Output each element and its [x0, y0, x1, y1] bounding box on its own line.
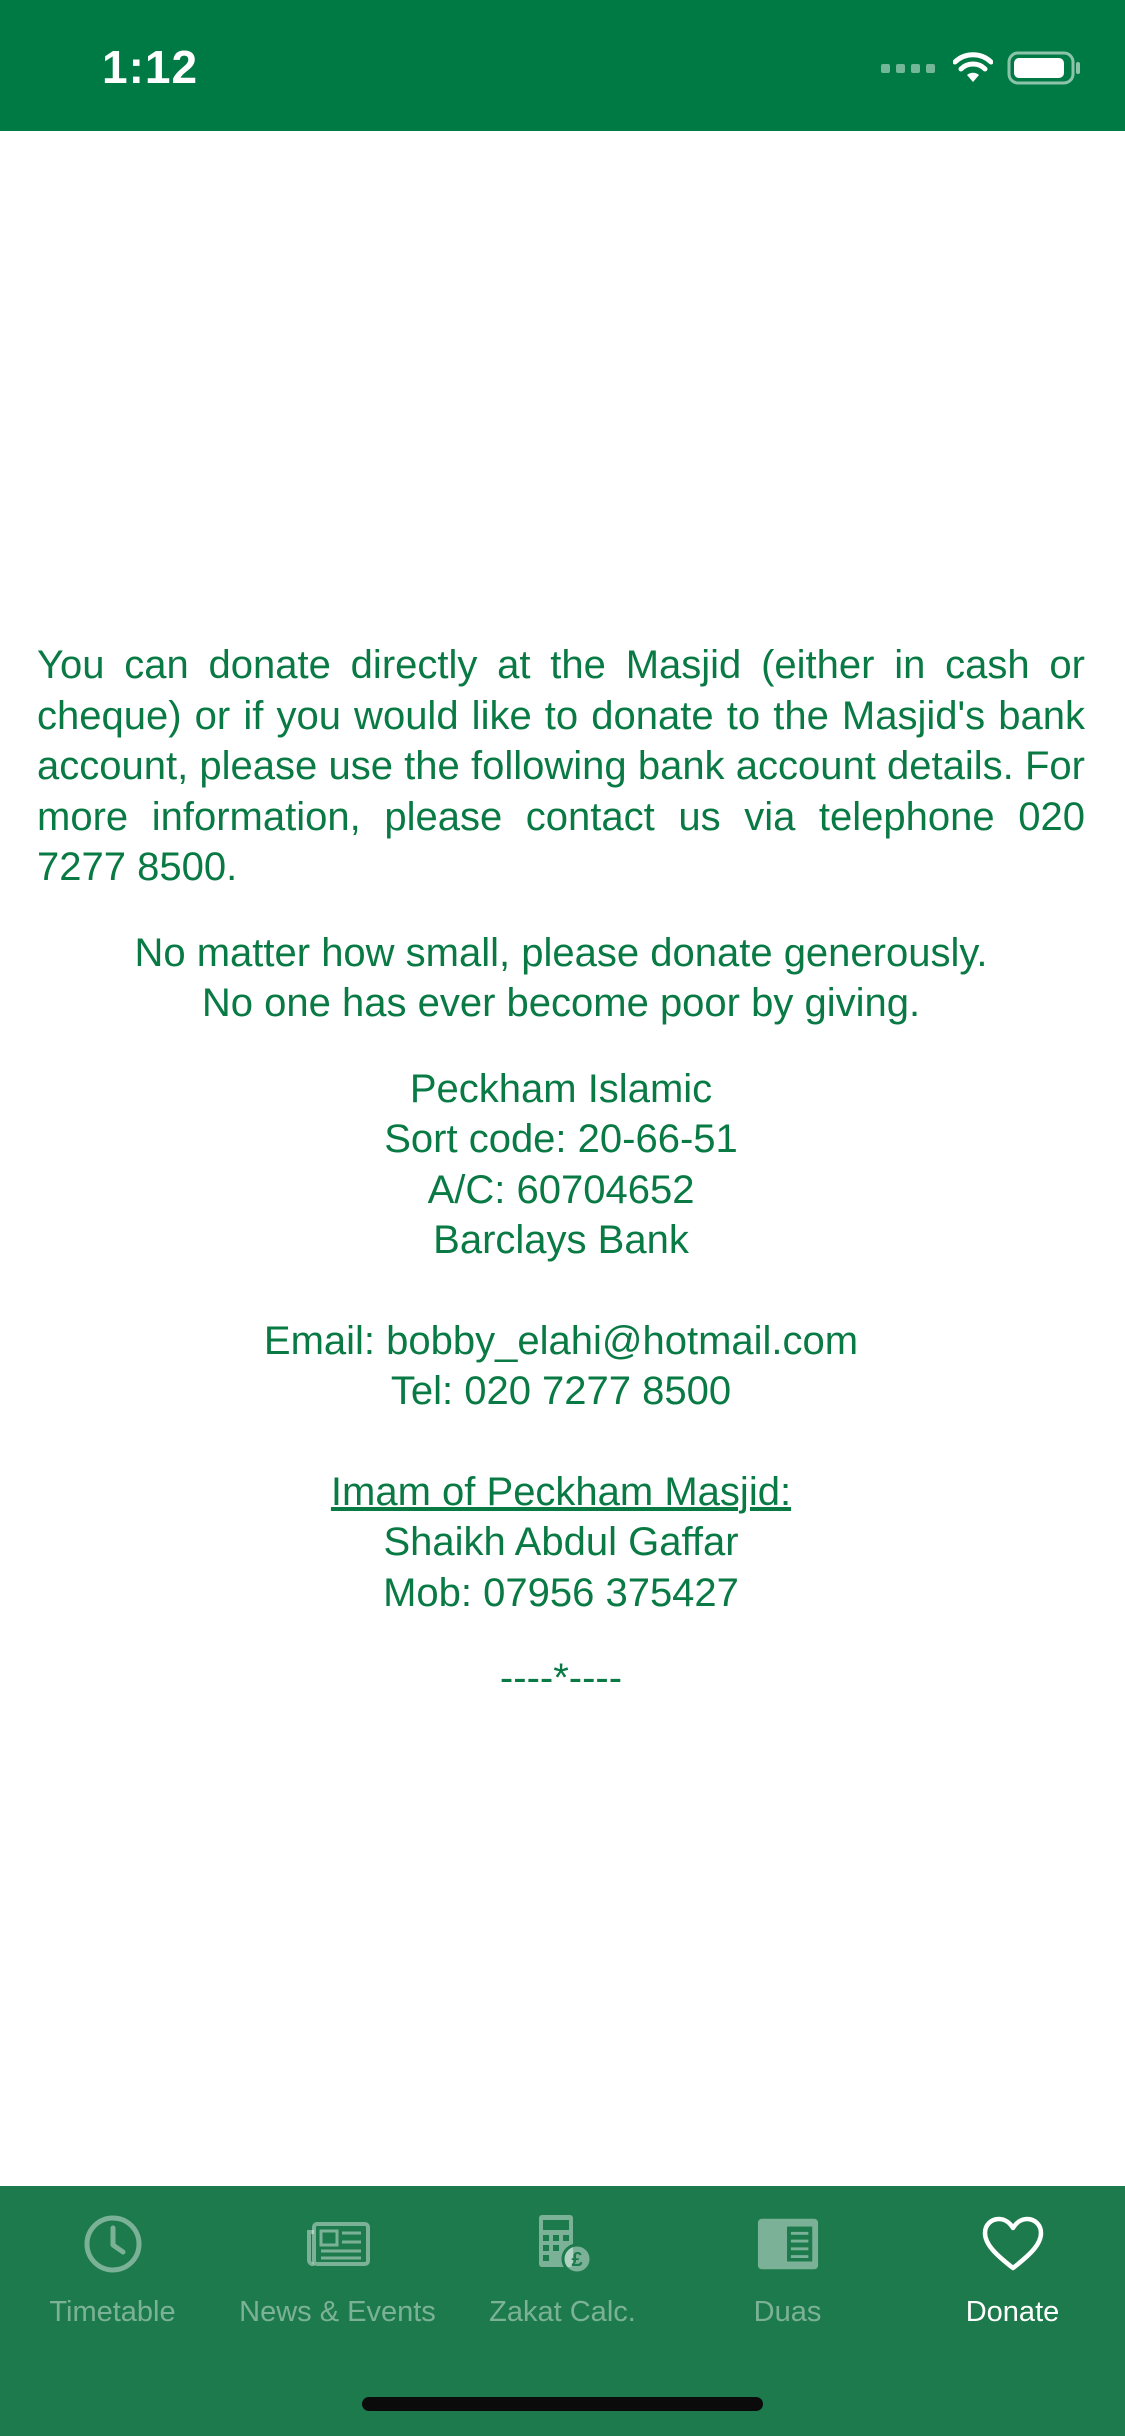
- separator: ----*----: [499, 1656, 623, 1700]
- calculator-icon: [531, 2212, 595, 2276]
- donate-appeal: [37, 928, 1085, 1029]
- home-indicator[interactable]: [362, 2397, 763, 2411]
- status-bar: [0, 0, 1125, 131]
- contact-telephone[interactable]: Tel: 020 7277 8500: [390, 1369, 732, 1413]
- clock-icon: [81, 2212, 145, 2276]
- tab-label: News & Events: [239, 2296, 436, 2328]
- imam-details: [37, 1467, 1085, 1619]
- tab-duas[interactable]: [675, 2186, 900, 2366]
- account-name: Peckham Islamic: [409, 1066, 713, 1111]
- bank-details: [37, 1064, 1085, 1266]
- tab-label: Timetable: [49, 2296, 176, 2328]
- tab-label: Donate: [965, 2296, 1060, 2328]
- appeal-line-2: No one has ever become poor by giving.: [201, 981, 921, 1025]
- tab-label: Zakat Calc.: [489, 2296, 636, 2328]
- contact-details: [37, 1316, 1085, 1417]
- imam-mobile[interactable]: Mob: 07956 375427: [383, 1570, 739, 1615]
- tab-timetable[interactable]: [0, 2186, 225, 2366]
- account-number: A/C: 60704652: [427, 1167, 695, 1212]
- svg-text:£: £: [570, 2249, 583, 2271]
- book-icon: [756, 2212, 820, 2276]
- tab-label: Duas: [753, 2296, 822, 2328]
- tab-zakat-calc[interactable]: [450, 2186, 675, 2366]
- bank-name: Barclays Bank: [433, 1218, 689, 1262]
- imam-name: Shaikh Abdul Gaffar: [383, 1520, 739, 1564]
- cellular-signal-icon: [881, 64, 935, 73]
- appeal-line-1: No matter how small, please donate generously.: [134, 930, 988, 975]
- battery-icon: [1007, 50, 1081, 86]
- tab-news-events[interactable]: [225, 2186, 450, 2366]
- heart-icon: [981, 2212, 1045, 2276]
- status-time: 1:12: [102, 41, 199, 93]
- donate-content: [37, 640, 1085, 1704]
- newspaper-icon: [306, 2212, 370, 2276]
- imam-heading: Imam of Peckham Masjid:: [330, 1469, 792, 1514]
- status-icons: [881, 48, 1081, 88]
- contact-email[interactable]: Email: bobby_elahi@hotmail.com: [263, 1318, 859, 1363]
- tab-donate[interactable]: [900, 2186, 1125, 2366]
- donate-intro-text: You can donate directly at the Masjid (either in cash or cheque) or if you would like to donate to the Masjid's bank account, please use the following bank account details. For more information, please contact us via telephone 020 7277 8500.: [37, 643, 1085, 889]
- sort-code: Sort code: 20-66-51: [384, 1117, 738, 1161]
- wifi-icon: [953, 52, 993, 84]
